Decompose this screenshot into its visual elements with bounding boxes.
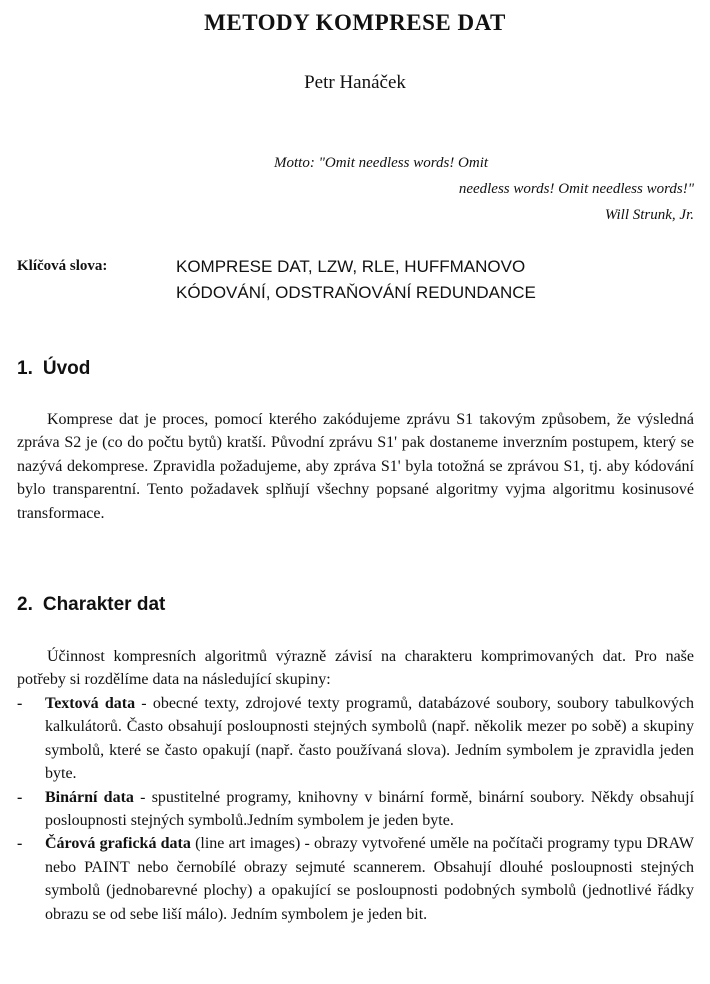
list-item-term: Čárová grafická data bbox=[45, 835, 191, 853]
section-title: Úvod bbox=[42, 358, 91, 379]
list-item bbox=[0, 692, 710, 786]
list-item-text: - spustitelné programy, knihovny v binární formě, binární soubory. Někdy obsahují posloupnosti stejných symbolů.Jedním symbolem je jeden byte. bbox=[45, 788, 695, 830]
list-item bbox=[0, 832, 710, 926]
section-title: Charakter dat bbox=[42, 594, 166, 615]
section-heading-data-character bbox=[17, 594, 165, 616]
motto-attribution: Will Strunk, Jr. bbox=[604, 207, 694, 223]
list-item-term: Binární data bbox=[45, 788, 134, 806]
keywords-line-2: KÓDOVÁNÍ, ODSTRAŇOVÁNÍ REDUNDANCE bbox=[176, 283, 536, 302]
intro-paragraph: Komprese dat je proces, pomocí kterého zakódujeme zprávu S1 takovým způsobem, že výsledná zpráva S2 je (co do počtu bytů) kratší. Původní zprávu S1' pak dostaneme inverzním postupem, který se nazývá dekomprese. Zpravidla požadujeme, aby zpráva S1' byla totožná se zprávou S1, tj. aby kódování bylo transparentní. Tento požadavek splňují všechny popsané algoritmy vyjma algoritmu kosinusové transformace. bbox=[17, 411, 694, 522]
list-item-text: - obecné texty, zdrojové texty programů, databázové soubory, soubory tabulkových kalkulátorů. Často obsahují posloupnosti stejných symbolů (např. několik mezer po sobě) a skupiny symbolů, které se často opakují (např. často používaná slova). Jedním symbolem je zpravidla jeden byte. bbox=[45, 695, 695, 783]
keywords-value bbox=[176, 254, 696, 306]
list-item-term: Textová data bbox=[45, 695, 136, 712]
list-item-text: (line art images) - obrazy vytvořené uměle na počítači programy typu DRAW nebo PAINT nebo černobílé obrazy sejmuté scannerem. Obsahují dlouhé posloupnosti stejných symbolů (jednobarevné plochy) a opakující se posloupnosti podobných symbolů (jednotlivé řádky obrazu se od sebe liší málo). Jedním symbolem je jeden bit. bbox=[45, 835, 695, 923]
data-types-list bbox=[0, 692, 710, 926]
motto-line-2: needless words! Omit needless words!" bbox=[458, 181, 694, 197]
data-character-paragraph: Účinnost kompresních algoritmů výrazně závisí na charakteru komprimovaných dat. Pro naše potřeby si rozdělíme data na následující skupiny: bbox=[17, 648, 694, 689]
motto-line-1: Motto: "Omit needless words! Omit bbox=[274, 155, 489, 171]
document-title: METODY KOMPRESE DAT bbox=[204, 10, 506, 35]
list-bullet: - bbox=[17, 835, 23, 853]
keywords-label: Klíčová slova: bbox=[17, 258, 108, 274]
list-bullet: - bbox=[17, 788, 23, 806]
section-number: 2. bbox=[17, 594, 33, 615]
keywords-line-1: KOMPRESE DAT, LZW, RLE, HUFFMANOVO bbox=[176, 257, 526, 276]
list-item bbox=[0, 786, 710, 833]
list-bullet: - bbox=[17, 695, 23, 712]
author-name: Petr Hanáček bbox=[304, 72, 406, 93]
section-number: 1. bbox=[17, 358, 33, 379]
section-heading-intro bbox=[17, 358, 90, 380]
